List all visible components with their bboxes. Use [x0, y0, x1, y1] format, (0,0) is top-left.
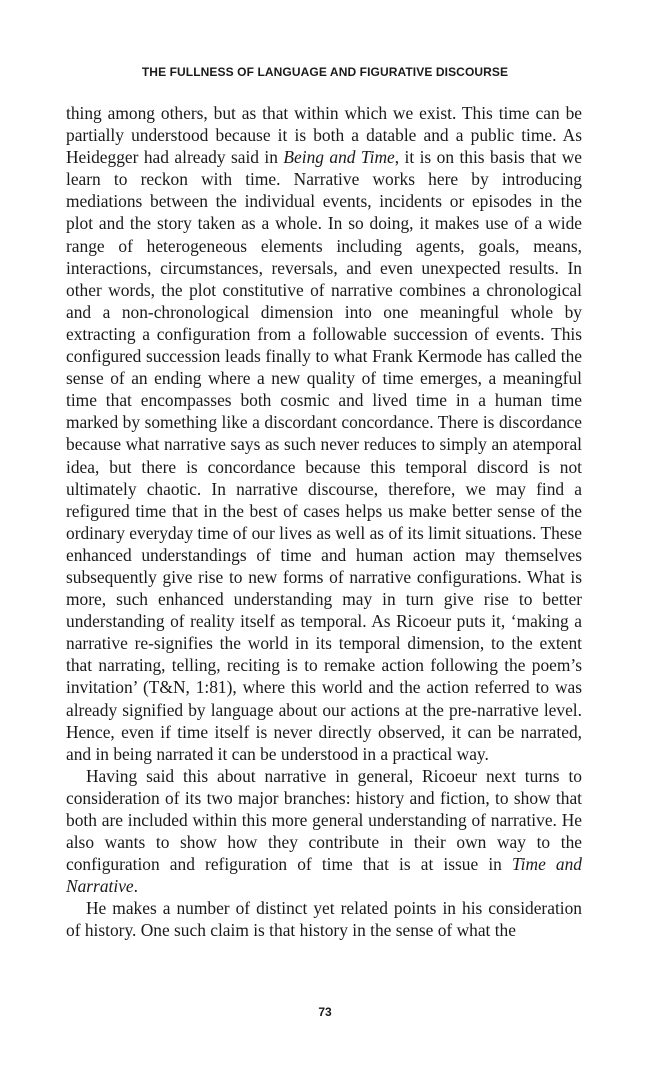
body-text	[66, 102, 582, 942]
paragraph-3: He makes a number of distinct yet related points in his consideration of history. One such claim is that history in the sense of what the	[66, 898, 582, 941]
running-head: THE FULLNESS OF LANGUAGE AND FIGURATIVE DISCOURSE	[141, 65, 509, 79]
paragraph-1-text-a: thing among others, but as that within which we exist. This time can be partially understood because it is both a datable and a public time. As Heidegger had already said in	[66, 103, 582, 168]
page-number: 73	[318, 1005, 332, 1019]
paragraph-1-text-b: , it is on this basis that we learn to reckon with time. Narrative works here by introducing mediations between the individual events, incidents or episodes in the plot and the story taken as a whole. In so doing, it makes use of a wide range of heterogeneous elements including agents, goals, means, interactions, circumstances, reversals, and even unexpected results. In other words, the plot constitutive of narrative combines a chronological and a non-chronological dimension into one meaningful whole by extracting a configuration from a followable succession of events. This configured succession leads finally to what Frank Kermode has called the sense of an ending where a new quality of time emerges, a meaningful time that encompasses both cosmic and lived time in a human time marked by something like a discordant concordance. There is discordance because what narrative says as such never reduces to simply an atemporal idea, but there is concordance because this temporal discord is not ultimately chaotic. In narrative discourse, therefore, we may find a refigured time that in the best of cases helps us make better sense of the ordinary everyday time of our lives as well as of its limit situations. These enhanced understandings of time and human action may themselves subsequently give rise to new forms of narrative configurations. What is more, such enhanced understanding may in turn give rise to better understanding of reality itself as temporal. As Ricoeur puts it, ‘making a narrative re-signifies the world in its temporal dimension, to the extent that narrating, telling, reciting is to remake action following the poem’s invitation’ (T&N, 1:81), where this world and the action referred to was already signified by language about our actions at the pre-narrative level. Hence, even if time itself is never directly observed, it can be narrated, and in being narrated it can be understood in a practical way.	[66, 147, 583, 764]
book-title-time-and-narrative: Time and Narrative	[66, 854, 582, 897]
paragraph-1	[66, 102, 582, 765]
book-title-being-and-time: Being and Time	[283, 147, 395, 168]
paragraph-2-text-b: .	[133, 876, 138, 897]
paragraph-2-text-a: Having said this about narrative in general, Ricoeur next turns to consideration of its two major branches: history and fiction, to show that both are included within this more general understanding of narrative. He also wants to show how they contribute in their own way to the configuration and refiguration of time that is at issue in	[66, 765, 582, 875]
paragraph-2	[66, 765, 582, 898]
